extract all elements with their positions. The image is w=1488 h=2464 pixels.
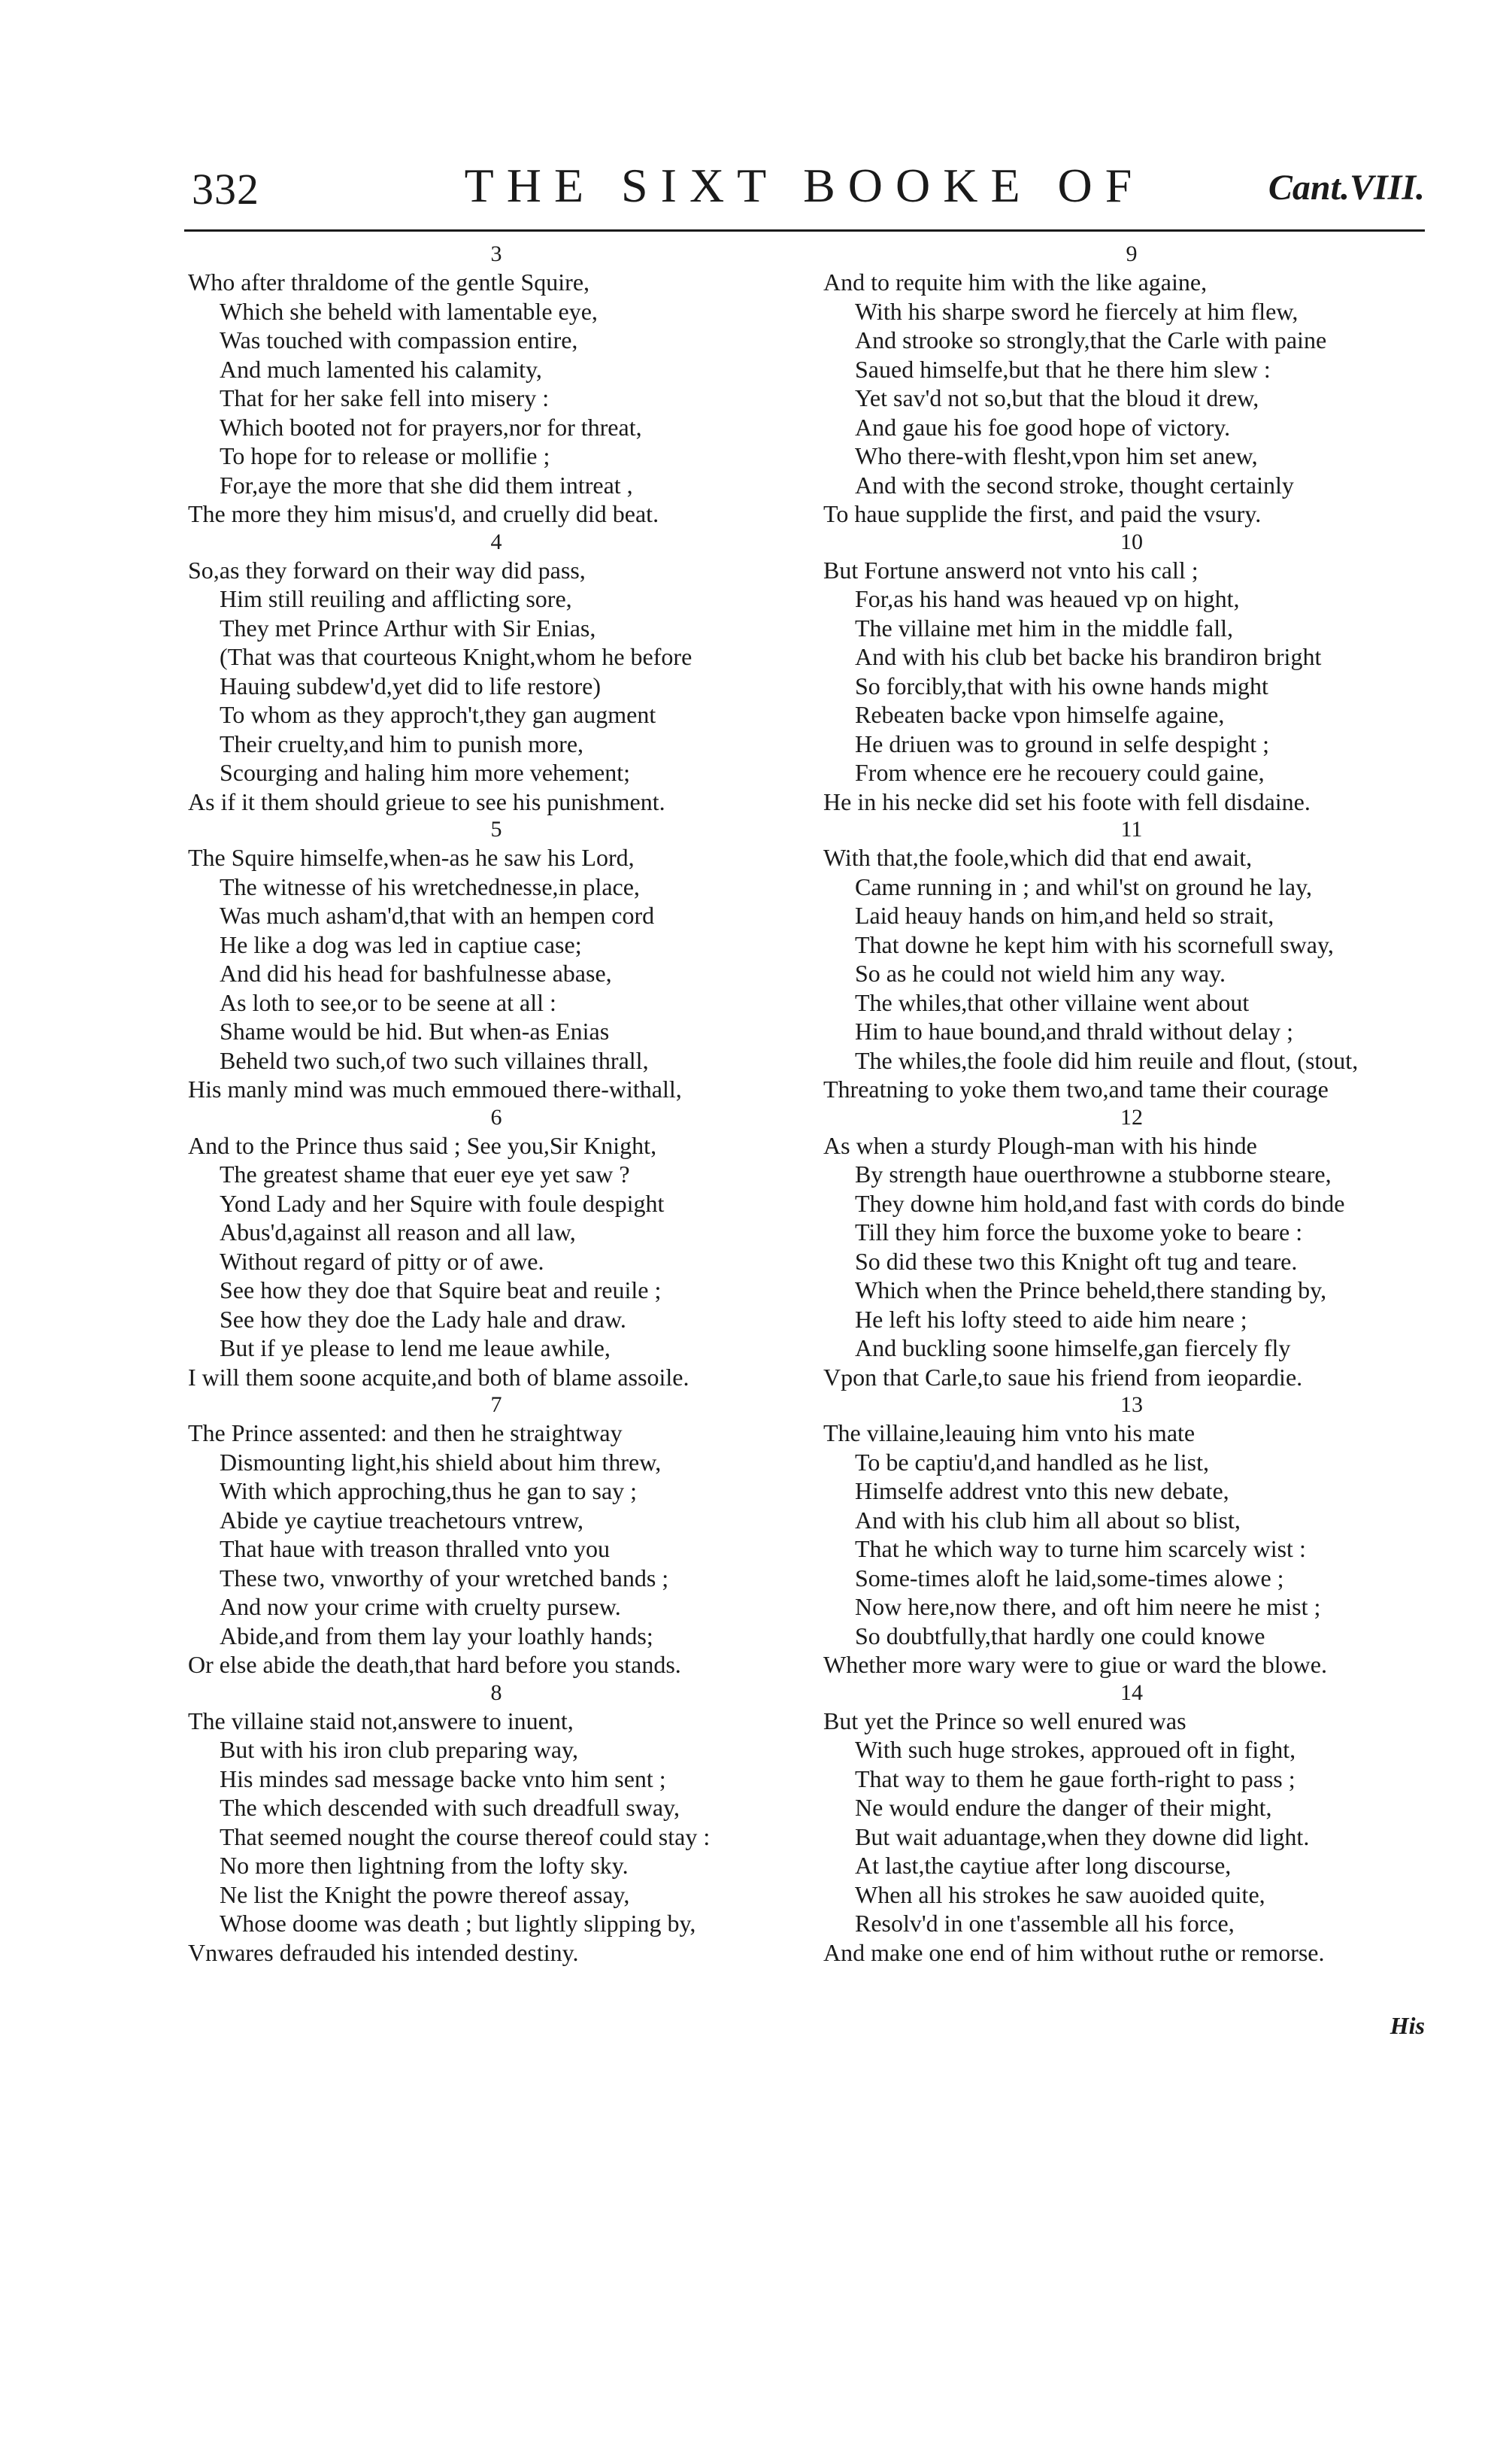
verse-line: To hope for to release or mollifie ; <box>220 442 550 469</box>
verse-line: The villaine,leauing him vnto his mate <box>823 1419 1196 1446</box>
verse-line: The villaine met him in the middle fall, <box>855 614 1233 642</box>
verse-line: Ne would endure the danger of their might, <box>855 1794 1272 1821</box>
verse-line: Scourging and haling him more vehement; <box>220 759 630 786</box>
verse-line: Rebeaten backe vpon himselfe againe, <box>855 701 1225 728</box>
stanza-number: 8 <box>490 1680 502 1705</box>
verse-line: That way to them he gaue forth-right to pass ; <box>855 1765 1296 1792</box>
running-title: THE SIXT BOOKE OF <box>464 159 1145 212</box>
verse-line: The Prince assented: and then he straightway <box>188 1419 623 1446</box>
verse-line: To haue supplide the first, and paid the vsury. <box>823 500 1262 527</box>
verse-line: So,as they forward on their way did pass, <box>188 556 586 584</box>
stanza <box>188 1104 805 1392</box>
right-column <box>823 241 1440 1967</box>
verse-line: As loth to see,or to be seene at all : <box>220 988 556 1016</box>
verse-line: And make one end of him without ruthe or remorse. <box>823 1938 1325 1966</box>
verse-line: But yet the Prince so well enured was <box>823 1707 1186 1734</box>
stanza-number: 11 <box>1120 817 1143 842</box>
verse-line: Or else abide the death,that hard before you stands. <box>188 1651 681 1678</box>
stanza <box>823 816 1440 1104</box>
stanza <box>188 1680 805 1968</box>
stanza <box>823 1104 1440 1392</box>
verse-line: Which she beheld with lamentable eye, <box>220 297 598 325</box>
verse-line: To whom as they approch't,they gan augment <box>220 701 656 728</box>
verse-line: Resolv'd in one t'assemble all his force, <box>855 1910 1235 1937</box>
stanza <box>823 1391 1440 1680</box>
verse-line: The villaine staid not,answere to inuent, <box>188 1707 574 1734</box>
verse-line: Whether more wary were to giue or ward the blowe. <box>823 1651 1327 1678</box>
verse-line: That he which way to turne him scarcely wist : <box>855 1535 1306 1562</box>
verse-line: For,as his hand was heaued vp on hight, <box>855 585 1240 612</box>
stanza <box>188 529 805 817</box>
verse-line: Till they him force the buxome yoke to beare : <box>855 1218 1303 1246</box>
stanza <box>188 241 805 529</box>
verse-line: The whiles,that other villaine went about <box>855 988 1250 1016</box>
verse-line: Their cruelty,and him to punish more, <box>220 730 584 757</box>
verse-line: Was touched with compassion entire, <box>220 326 578 354</box>
verse-line: But if ye please to lend me leaue awhile, <box>220 1334 611 1361</box>
verse-line: Now here,now there, and oft him neere he mist ; <box>855 1593 1321 1620</box>
verse-line: And to the Prince thus said ; See you,Sir Knight, <box>188 1131 657 1159</box>
page-header <box>184 158 1425 226</box>
stanza-number: 7 <box>490 1392 502 1417</box>
verse-line: That haue with treason thralled vnto you <box>220 1535 610 1562</box>
verse-line: Which when the Prince beheld,there standing by, <box>855 1276 1327 1303</box>
stanza-number: 3 <box>490 241 502 266</box>
verse-line: But with his iron club preparing way, <box>220 1736 578 1763</box>
stanza-number: 12 <box>1120 1104 1143 1130</box>
verse-line: At last,the caytiue after long discourse, <box>855 1852 1232 1879</box>
verse-line: For,aye the more that she did them intreat , <box>220 471 633 499</box>
verse-line: When all his strokes he saw auoided quite, <box>855 1880 1265 1908</box>
verse-line: Yond Lady and her Squire with foule despight <box>220 1189 665 1217</box>
verse-line: He driuen was to ground in selfe despight ; <box>855 730 1269 757</box>
verse-line: Dismounting light,his shield about him threw, <box>220 1448 662 1476</box>
stanza <box>823 1680 1440 1968</box>
verse-line: Abus'd,against all reason and all law, <box>220 1218 576 1246</box>
verse-line: The Squire himselfe,when-as he saw his Lord, <box>188 844 635 871</box>
catchword: His <box>1390 2012 1425 2039</box>
stanza-number: 10 <box>1120 529 1143 554</box>
verse-line: I will them soone acquite,and both of blame assoile. <box>188 1363 689 1391</box>
header-rule <box>184 229 1425 232</box>
verse-line: And strooke so strongly,that the Carle with paine <box>855 326 1327 354</box>
verse-line: And to requite him with the like againe, <box>823 269 1208 296</box>
verse-line: Was much asham'd,that with an hempen cord <box>220 902 655 929</box>
verse-line: His manly mind was much emmoued there-withall, <box>188 1076 682 1103</box>
verse-line: Some-times aloft he laid,some-times alowe ; <box>855 1564 1284 1592</box>
verse-line: Beheld two such,of two such villaines thrall, <box>220 1046 649 1074</box>
verse-line: The more they him misus'd, and cruelly did beat. <box>188 500 659 527</box>
verse-line: Vnwares defrauded his intended destiny. <box>188 1938 579 1966</box>
verse-line: So doubtfully,that hardly one could knowe <box>855 1622 1265 1649</box>
page-number: 332 <box>192 165 259 214</box>
stanza <box>823 529 1440 817</box>
verse-line: That for her sake fell into misery : <box>220 384 550 411</box>
verse-line: And with his club bet backe his brandiron bright <box>855 643 1322 670</box>
verse-line: From whence ere he recouery could gaine, <box>855 759 1265 786</box>
verse-line: Hauing subdew'd,yet did to life restore) <box>220 672 601 699</box>
verse-line: And gaue his foe good hope of victory. <box>855 413 1231 441</box>
verse-line: So did these two this Knight oft tug and teare. <box>855 1247 1298 1275</box>
stanza-number: 13 <box>1120 1392 1143 1417</box>
verse-line: Abide ye caytiue treachetours vntrew, <box>220 1506 583 1534</box>
verse-line: Shame would be hid. But when-as Enias <box>220 1018 610 1045</box>
stanza-number: 14 <box>1120 1680 1143 1705</box>
verse-line: And now your crime with cruelty pursew. <box>220 1593 621 1620</box>
stanza-number: 9 <box>1126 241 1138 266</box>
left-column <box>188 241 805 1967</box>
verse-line: Him to haue bound,and thrald without delay ; <box>855 1018 1293 1045</box>
stanza <box>188 816 805 1104</box>
verse-line: And did his head for bashfulnesse abase, <box>220 960 612 987</box>
verse-line: So forcibly,that with his owne hands might <box>855 672 1268 699</box>
stanza <box>823 241 1440 529</box>
verse-line: Laid heauy hands on him,and held so strait, <box>855 902 1274 929</box>
verse-line: (That was that courteous Knight,whom he before <box>220 643 692 670</box>
verse-line: No more then lightning from the lofty sky. <box>220 1852 629 1879</box>
verse-line: And with the second stroke, thought certainly <box>855 471 1294 499</box>
verse-line: That seemed nought the course thereof could stay : <box>220 1822 711 1850</box>
verse-line: And much lamented his calamity, <box>220 355 542 383</box>
verse-line: With such huge strokes, approued oft in fight, <box>855 1736 1296 1763</box>
verse-line: See how they doe that Squire beat and reuile ; <box>220 1276 662 1303</box>
verse-line: And buckling soone himselfe,gan fiercely fly <box>855 1334 1291 1361</box>
verse-line: With that,the foole,which did that end await, <box>823 844 1253 871</box>
verse-line: With which approching,thus he gan to say ; <box>220 1477 638 1504</box>
verse-line: Who after thraldome of the gentle Squire, <box>188 269 590 296</box>
verse-line: Yet sav'd not so,but that the bloud it drew, <box>855 384 1259 411</box>
verse-line: These two, vnworthy of your wretched bands ; <box>220 1564 669 1592</box>
verse-line: Which booted not for prayers,nor for threat, <box>220 413 642 441</box>
verse-line: Vpon that Carle,to saue his friend from ieopardie. <box>823 1363 1303 1391</box>
verse-line: Without regard of pitty or of awe. <box>220 1247 544 1275</box>
stanza <box>188 1391 805 1680</box>
verse-line: Abide,and from them lay your loathly hands; <box>220 1622 653 1649</box>
verse-line: Came running in ; and whil'st on ground he lay, <box>855 872 1313 900</box>
verse-line: But wait aduantage,when they downe did light. <box>855 1822 1310 1850</box>
verse-line: He like a dog was led in captiue case; <box>220 930 582 958</box>
verse-line: The whiles,the foole did him reuile and flout, (stout, <box>855 1046 1359 1074</box>
stanza-number: 4 <box>490 529 502 554</box>
verse-line: The greatest shame that euer eye yet saw ? <box>220 1161 630 1188</box>
verse-line: They met Prince Arthur with Sir Enias, <box>220 614 596 642</box>
verse-line: He left his lofty steed to aide him neare ; <box>855 1305 1247 1333</box>
verse-line: They downe him hold,and fast with cords do binde <box>855 1189 1345 1217</box>
canto-label: Cant.VIII. <box>1268 168 1425 208</box>
verse-line: Saued himselfe,but that he there him slew : <box>855 355 1271 383</box>
verse-line: As if it them should grieue to see his punishment. <box>188 787 665 815</box>
verse-line: Ne list the Knight the powre thereof assay, <box>220 1880 630 1908</box>
verse-line: He in his necke did set his foote with fell disdaine. <box>823 787 1311 815</box>
verse-line: The witnesse of his wretchednesse,in place, <box>220 872 640 900</box>
verse-line: As when a sturdy Plough-man with his hinde <box>823 1131 1257 1159</box>
verse-line: By strength haue ouerthrowne a stubborne steare, <box>855 1161 1332 1188</box>
verse-line: Whose doome was death ; but lightly slipping by, <box>220 1910 696 1937</box>
verse-line: That downe he kept him with his scornefull sway, <box>855 930 1334 958</box>
stanza-number: 5 <box>490 817 502 842</box>
stanza-number: 6 <box>490 1104 502 1130</box>
verse-line: Himselfe addrest vnto this new debate, <box>855 1477 1229 1504</box>
verse-line: His mindes sad message backe vnto him sent ; <box>220 1765 666 1792</box>
verse-line: Threatning to yoke them two,and tame their courage <box>823 1076 1329 1103</box>
verse-line: And with his club him all about so blist, <box>855 1506 1241 1534</box>
verse-line: With his sharpe sword he fiercely at him flew, <box>855 297 1299 325</box>
verse-line: The which descended with such dreadfull sway, <box>220 1794 680 1821</box>
verse-line: So as he could not wield him any way. <box>855 960 1226 987</box>
verse-line: To be captiu'd,and handled as he list, <box>855 1448 1209 1476</box>
verse-line: But Fortune answerd not vnto his call ; <box>823 556 1199 584</box>
verse-line: Him still reuiling and afflicting sore, <box>220 585 572 612</box>
verse-line: See how they doe the Lady hale and draw. <box>220 1305 626 1333</box>
verse-line: Who there-with flesht,vpon him set anew, <box>855 442 1258 469</box>
